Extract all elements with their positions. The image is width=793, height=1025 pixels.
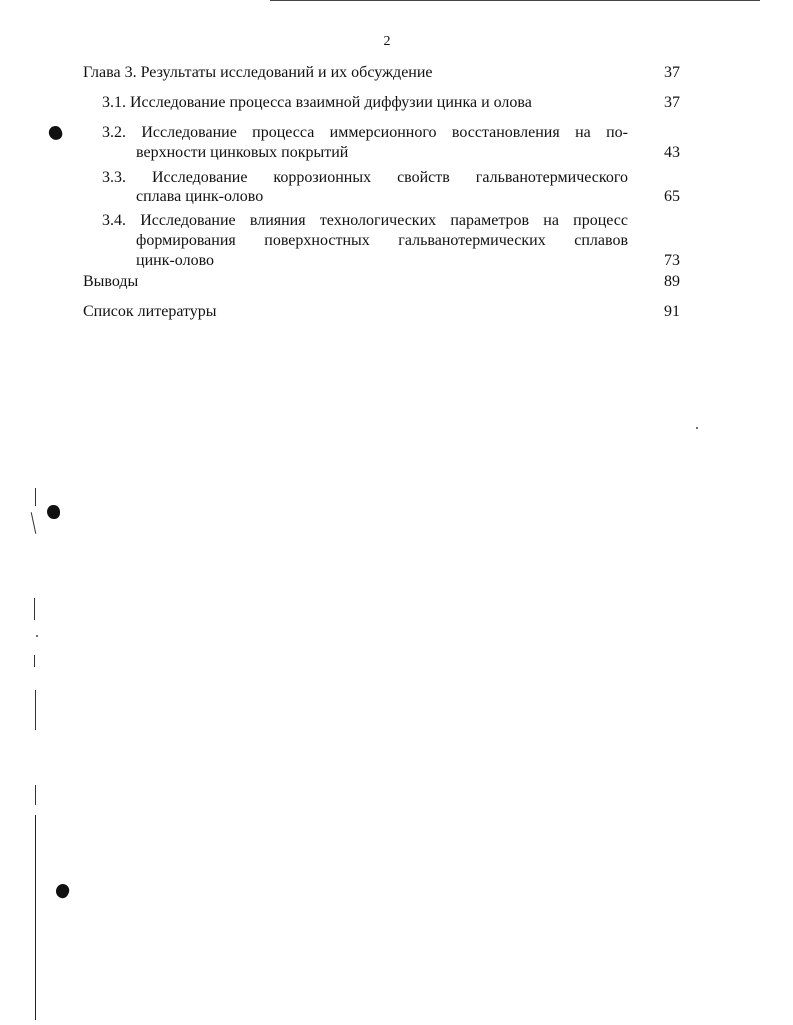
toc-chapter3-page: 37: [664, 64, 680, 81]
binder-hole-mark: [54, 882, 72, 900]
toc-section-3-4-page: 73: [664, 252, 680, 269]
toc-section-3-4-line1: 3.4. Исследование влияния технологических параметров на процесс: [102, 212, 628, 229]
scan-edge-mark: [35, 690, 36, 730]
scan-edge-mark: [35, 488, 36, 506]
toc-section-3-2-line1: 3.2. Исследование процесса иммерсионного восстановления на по-: [102, 124, 628, 141]
binder-hole-mark: [47, 505, 60, 519]
toc-section-3-3-line2: сплава цинк-олово: [136, 188, 264, 205]
toc-section-3-2-page: 43: [664, 144, 680, 161]
toc-section-3-4-line3: цинк-олово: [136, 252, 215, 269]
toc-chapter3-title: Глава 3. Результаты исследований и их обсуждение: [83, 64, 433, 81]
scan-speck: [696, 427, 698, 429]
scan-edge-mark: [31, 512, 37, 534]
scan-top-rule: [270, 0, 760, 1]
toc-section-3-2-line2: верхности цинковых покрытий: [136, 144, 349, 161]
toc-conclusions-title: Выводы: [83, 273, 139, 290]
toc-section-3-3-page: 65: [664, 188, 680, 205]
toc-references-page: 91: [664, 303, 680, 320]
toc-conclusions-page: 89: [664, 273, 680, 290]
scan-speck: [36, 635, 38, 637]
scan-edge-mark: [35, 815, 36, 1020]
binder-hole-mark: [47, 124, 64, 142]
toc-references-title: Список литературы: [83, 303, 217, 320]
toc-section-3-1-title: 3.1. Исследование процесса взаимной диффузии цинка и олова: [102, 94, 532, 111]
scan-edge-mark: [34, 598, 35, 620]
toc-section-3-3-line1: 3.3. Исследование коррозионных свойств гальванотермического: [102, 169, 628, 186]
toc-section-3-1-page: 37: [664, 94, 680, 111]
page-number: 2: [383, 34, 391, 49]
scan-edge-mark: [34, 655, 35, 667]
toc-section-3-4-line2: формирования поверхностных гальванотермических сплавов: [136, 232, 628, 249]
scan-edge-mark: [35, 785, 36, 805]
